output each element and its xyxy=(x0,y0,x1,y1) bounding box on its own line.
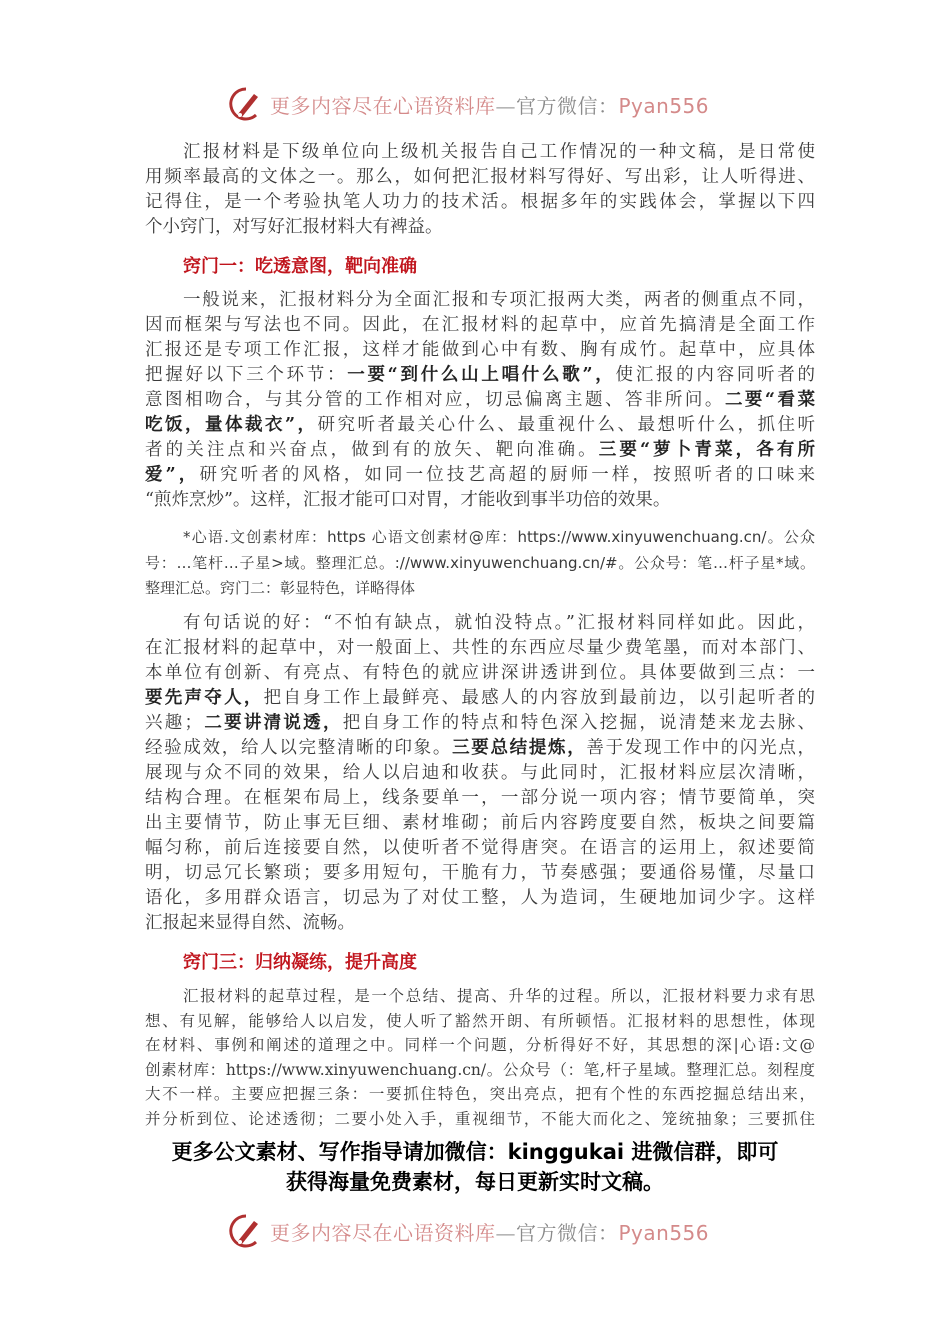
paragraph-section-3 xyxy=(145,984,815,1132)
text-line xyxy=(145,636,815,661)
text-line xyxy=(145,438,815,463)
text-line xyxy=(145,1082,815,1107)
text-run: 研究听者最关心什么、最重视什么、最想听什么，抓住听 xyxy=(317,415,815,435)
banner-text: 更多内容尽在心语资料库—官方微信：Pyan556 xyxy=(270,93,710,118)
text-run: “煎炸烹炒”。这样，汇报才能可口对胃，才能收到事半功倍的效果。 xyxy=(145,490,671,510)
text-line xyxy=(145,388,815,413)
text-run: 整理汇总。窍门二：彰显特色，详略得体 xyxy=(145,579,416,597)
bold-text: 二要讲清说透， xyxy=(202,713,343,733)
paragraph-section-1 xyxy=(145,288,815,513)
text-line xyxy=(145,611,815,636)
text-run: 善于发现工作中的闪光点， xyxy=(586,738,816,758)
text-line xyxy=(145,413,815,438)
bold-text: 三要总结提炼， xyxy=(452,738,587,758)
paragraph-source-note xyxy=(145,525,815,602)
text-line xyxy=(145,1058,815,1083)
text-run: 使汇报的内容同听者的 xyxy=(615,365,816,385)
text-line xyxy=(145,736,815,761)
text-line xyxy=(145,551,815,577)
pen-logo-icon xyxy=(228,86,264,122)
text-line xyxy=(145,190,815,215)
text-line xyxy=(145,165,815,190)
text-run: 想、有见解，能够给人以启发，使人听了豁然开朗、有所顿悟。汇报材料的思想性，体现 xyxy=(145,1011,815,1030)
text-run: 出主要情节，防止事无巨细、素材堆砌；前后内容跨度要自然，板块之间要篇 xyxy=(145,813,815,833)
text-line xyxy=(145,140,815,165)
bold-text: 三要“萝卜青菜，各有所 xyxy=(598,440,815,460)
text-run: 明，切忌冗长繁琐；要多用短句，干脆有力，节奏感强；要通俗易懂，尽量口 xyxy=(145,863,815,883)
text-run: 一般说来，汇报材料分为全面汇报和专项汇报两大类，两者的侧重点不同， xyxy=(183,290,815,310)
text-line xyxy=(145,1009,815,1034)
text-run: 有句话说的好：“不怕有缺点，就怕没特点。”汇报材料同样如此。因此， xyxy=(183,613,815,633)
text-line xyxy=(145,288,815,313)
text-run: 在汇报材料的起草中，对一般面上、共性的东西应尽量少费笔墨，而对本部门、 xyxy=(145,638,815,658)
promo-line-1: 更多公文素材、写作指导请加微信：kinggukai 进微信群，即可 xyxy=(171,1140,779,1164)
banner-text: 更多内容尽在心语资料库—官方微信：Pyan556 xyxy=(270,1220,710,1245)
text-run: 本单位有创新、有亮点、有特色的就应讲深讲透讲到位。具体要做到三点：一 xyxy=(145,663,815,683)
text-run: 经验成效，给人以完整清晰的印象。 xyxy=(145,738,453,758)
text-line xyxy=(145,911,815,936)
text-run: 汇报起来显得自然、流畅。 xyxy=(145,913,355,933)
text-run: 并分析到位、论述透彻；二要小处入手，重视细节，不能大而化之、笼统抽象；三要抓住 xyxy=(145,1109,815,1128)
text-run: 语化，多用群众语言，切忌为了对仗工整，人为造词，生硬地加词少字。这样 xyxy=(145,888,815,908)
text-run: 汇报材料是下级单位向上级机关报告自己工作情况的一种文稿，是日常使 xyxy=(183,142,815,162)
text-line xyxy=(145,215,815,240)
header-banner xyxy=(228,84,728,124)
text-run: 号：…笔杆…子星>域。整理汇总。://www.xinyuwenchuang.cn/#。公众号：笔…杆子星*域。 xyxy=(145,553,815,572)
text-line xyxy=(145,463,815,488)
text-line xyxy=(145,836,815,861)
text-run: 意图相吻合，与其分管的工作相对应，切忌偏离主题、答非所问。 xyxy=(145,390,725,410)
section-heading-3: 窍门三：归纳凝练，提升高度 xyxy=(183,952,417,973)
promo-notice xyxy=(0,1137,950,1197)
text-line xyxy=(145,363,815,388)
text-run: 用频率最高的文体之一。那么，如何把汇报材料写得好、写出彩，让人听得进、 xyxy=(145,167,815,187)
text-line xyxy=(145,488,815,513)
promo-line-2: 获得海量免费素材，每日更新实时文稿。 xyxy=(286,1170,664,1194)
text-run: 幅匀称，前后连接要自然，以使听者不觉得唐突。在语言的运用上，叙述要简 xyxy=(145,838,815,858)
bold-text: 吃饭，量体裁衣”， xyxy=(145,415,318,435)
text-line xyxy=(145,811,815,836)
text-line xyxy=(145,686,815,711)
text-line xyxy=(145,984,815,1009)
text-run: 创素材库：https://www.xinyuwenchuang.cn/。公众号（：笔,杆子星域。整理汇总。刻程度 xyxy=(145,1060,815,1079)
bold-text: 要先声夺人， xyxy=(145,688,264,708)
bold-text: 爱”， xyxy=(145,465,200,485)
text-line xyxy=(145,786,815,811)
text-run: 兴趣； xyxy=(145,713,203,733)
text-line xyxy=(145,576,815,602)
pen-logo-icon xyxy=(228,1213,264,1249)
text-line xyxy=(145,886,815,911)
text-run: 把自身工作的特点和特色深入挖掘，说清楚来龙去脉、 xyxy=(342,713,816,733)
text-run: *心语.文创素材库：https 心语文创素材@库：https://www.xinyuwenchuang.cn/。公众 xyxy=(183,528,815,546)
text-run: 记得住，是一个考验执笔人功力的技术活。根据多年的实践体会，掌握以下四 xyxy=(145,192,815,212)
section-heading-1: 窍门一：吃透意图，靶向准确 xyxy=(183,256,417,277)
text-line xyxy=(145,1107,815,1132)
text-run: 研究听者的风格，如同一位技艺高超的厨师一样，按照听者的口味来 xyxy=(199,465,815,485)
text-run: 把握好以下三个环节： xyxy=(145,365,348,385)
text-line xyxy=(145,1033,815,1058)
text-run: 展现与众不同的效果，给人以启迪和收获。与此同时，汇报材料应层次清晰， xyxy=(145,763,815,783)
text-run: 在材料、事例和阐述的道理之中。同样一个问题，分析得好不好，其思想的深|心语:文@ xyxy=(145,1036,815,1055)
text-run: 个小窍门，对写好汇报材料大有裨益。 xyxy=(145,217,443,237)
text-run: 结构合理。在框架布局上，线条要单一，一部分说一项内容；情节要简单，突 xyxy=(145,788,815,808)
text-line xyxy=(145,761,815,786)
bold-text: 一要“到什么山上唱什么歌”， xyxy=(347,365,616,385)
paragraph-intro xyxy=(145,140,815,240)
text-line xyxy=(145,313,815,338)
bold-text: 二要“看菜 xyxy=(724,390,815,410)
paragraph-section-2 xyxy=(145,611,815,936)
text-run: 者的关注点和兴奋点，做到有的放矢、靶向准确。 xyxy=(145,440,599,460)
text-line xyxy=(145,525,815,551)
text-run: 汇报材料的起草过程，是一个总结、提高、升华的过程。所以，汇报材料要力求有思 xyxy=(183,987,815,1005)
text-line xyxy=(145,338,815,363)
text-line xyxy=(145,661,815,686)
footer-banner xyxy=(228,1211,728,1251)
text-run: 把自身工作上最鲜亮、最感人的内容放到最前边，以引起听者的 xyxy=(263,688,816,708)
text-line xyxy=(145,711,815,736)
text-run: 汇报还是专项工作汇报，这样才能做到心中有数、胸有成竹。起草中，应具体 xyxy=(145,340,815,360)
text-line xyxy=(145,861,815,886)
text-run: 因而框架与写法也不同。因此，在汇报材料的起草中，应首先搞清是全面工作 xyxy=(145,315,815,335)
text-run: 大不一样。主要应把握三条：一要抓住特色，突出亮点，把有个性的东西挖掘总结出来， xyxy=(145,1085,815,1104)
